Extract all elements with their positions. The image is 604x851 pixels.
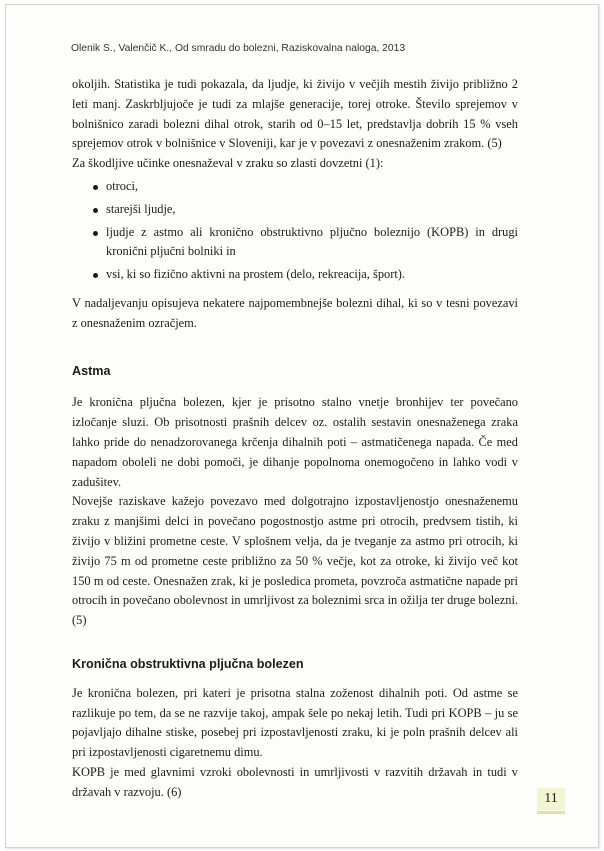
section-heading-astma: Astma [72, 363, 111, 378]
page-number-underline [537, 811, 565, 814]
list-item: otroci, [72, 177, 518, 197]
paragraph-transition: V nadaljevanju opisujeva nekatere najpomembnejše bolezni dihal, ki so v tesni povezavi z onesnaženim ozračjem. [72, 295, 518, 330]
page-number: 11 [537, 788, 565, 810]
kopb-paragraph-2: KOPB je med glavnimi vzroki obolevnosti in umrljivosti v razvitih državah in tudi v državah v razvoju. (6) [72, 764, 518, 799]
document-page [5, 4, 599, 848]
list-item: ljudje z astmo ali kronično obstruktivno pljučno boleznijo (KOPB) in drugi kronični pljučni bolniki in [72, 223, 518, 263]
list-item: vsi, ki so fizično aktivni na prostem (delo, rekreacija, šport). [72, 265, 518, 285]
list-item: starejši ljudje, [72, 200, 518, 220]
body-content [72, 75, 518, 803]
section-heading-kopb: Kronična obstruktivna pljučna bolezen [72, 656, 304, 671]
astma-paragraph-1: Je kronična pljučna bolezen, kjer je prisotno stalno vnetje bronhijev ter povečano izločanje sluzi. Ob prisotnosti prašnih delcev oz. ostalih sestavin onesnaženega zraka lahko pride do nenadzorovanega krčenja dihalnih poti – astmatičenega napada. Če med napadom oboleli ne dobi pomoči, je dihanje popolnoma onemogočeno in lahko vodi v zadušitev. [72, 395, 518, 489]
paragraph-intro: okoljih. Statistika je tudi pokazala, da ljudje, ki živijo v večjih mestih živijo približno 2 leti manj. Zaskrbljujoče je tudi za mlajše generacije, torej otroke. Število sprejemov v bolnišnico zaradi bolezni dihal otrok, starih od 0–15 let, predstavlja dobrih 15 % vseh sprejemov otrok v bolnišnice v Sloveniji, kar je v povezavi z onesnaženim zrakom. (5) [72, 77, 518, 151]
list-lead: Za škodljive učinke onesnaževal v zraku so zlasti dovzetni (1): [72, 156, 384, 171]
kopb-paragraph-1: Je kronična bolezen, pri kateri je prisotna stalna zoženost dihalnih poti. Od astme se razlikuje po tem, da se ne razvije takoj, ampak šele po nekaj letih. Tudi pri KOPB – ju se pojavljajo dihalne stiske, posebej pri izpostavljenosti zraku, ki je poln prašnih delcev ali pri izpostavljenosti cigaretnemu dimu. [72, 685, 518, 760]
susceptible-groups-list [72, 177, 518, 285]
running-header: Olenik S., Valenčič K., Od smradu do bolezni, Raziskovalna naloga, 2013 [71, 43, 406, 54]
astma-paragraph-2: Novejše raziskave kažejo povezavo med dolgotrajno izpostavljenostjo onesnaženemu zraku z manjšimi delci in povečano pogostnostjo astme pri otrocih, predvsem tistih, ki živijo v bližini prometne ceste. V splošnem velja, da je tveganje za astmo pri otrocih, ki živijo 75 m od prometne ceste približno za 50 % večje, kot za otroke, ki živijo več kot 150 m od ceste. Onesnažen zrak, ki je posledica prometa, povzroča astmatične napade pri otrocih in povečano obolevnost in umrljivost za boleznimi srca in ožilja ter druge bolezni. (5) [72, 494, 518, 628]
